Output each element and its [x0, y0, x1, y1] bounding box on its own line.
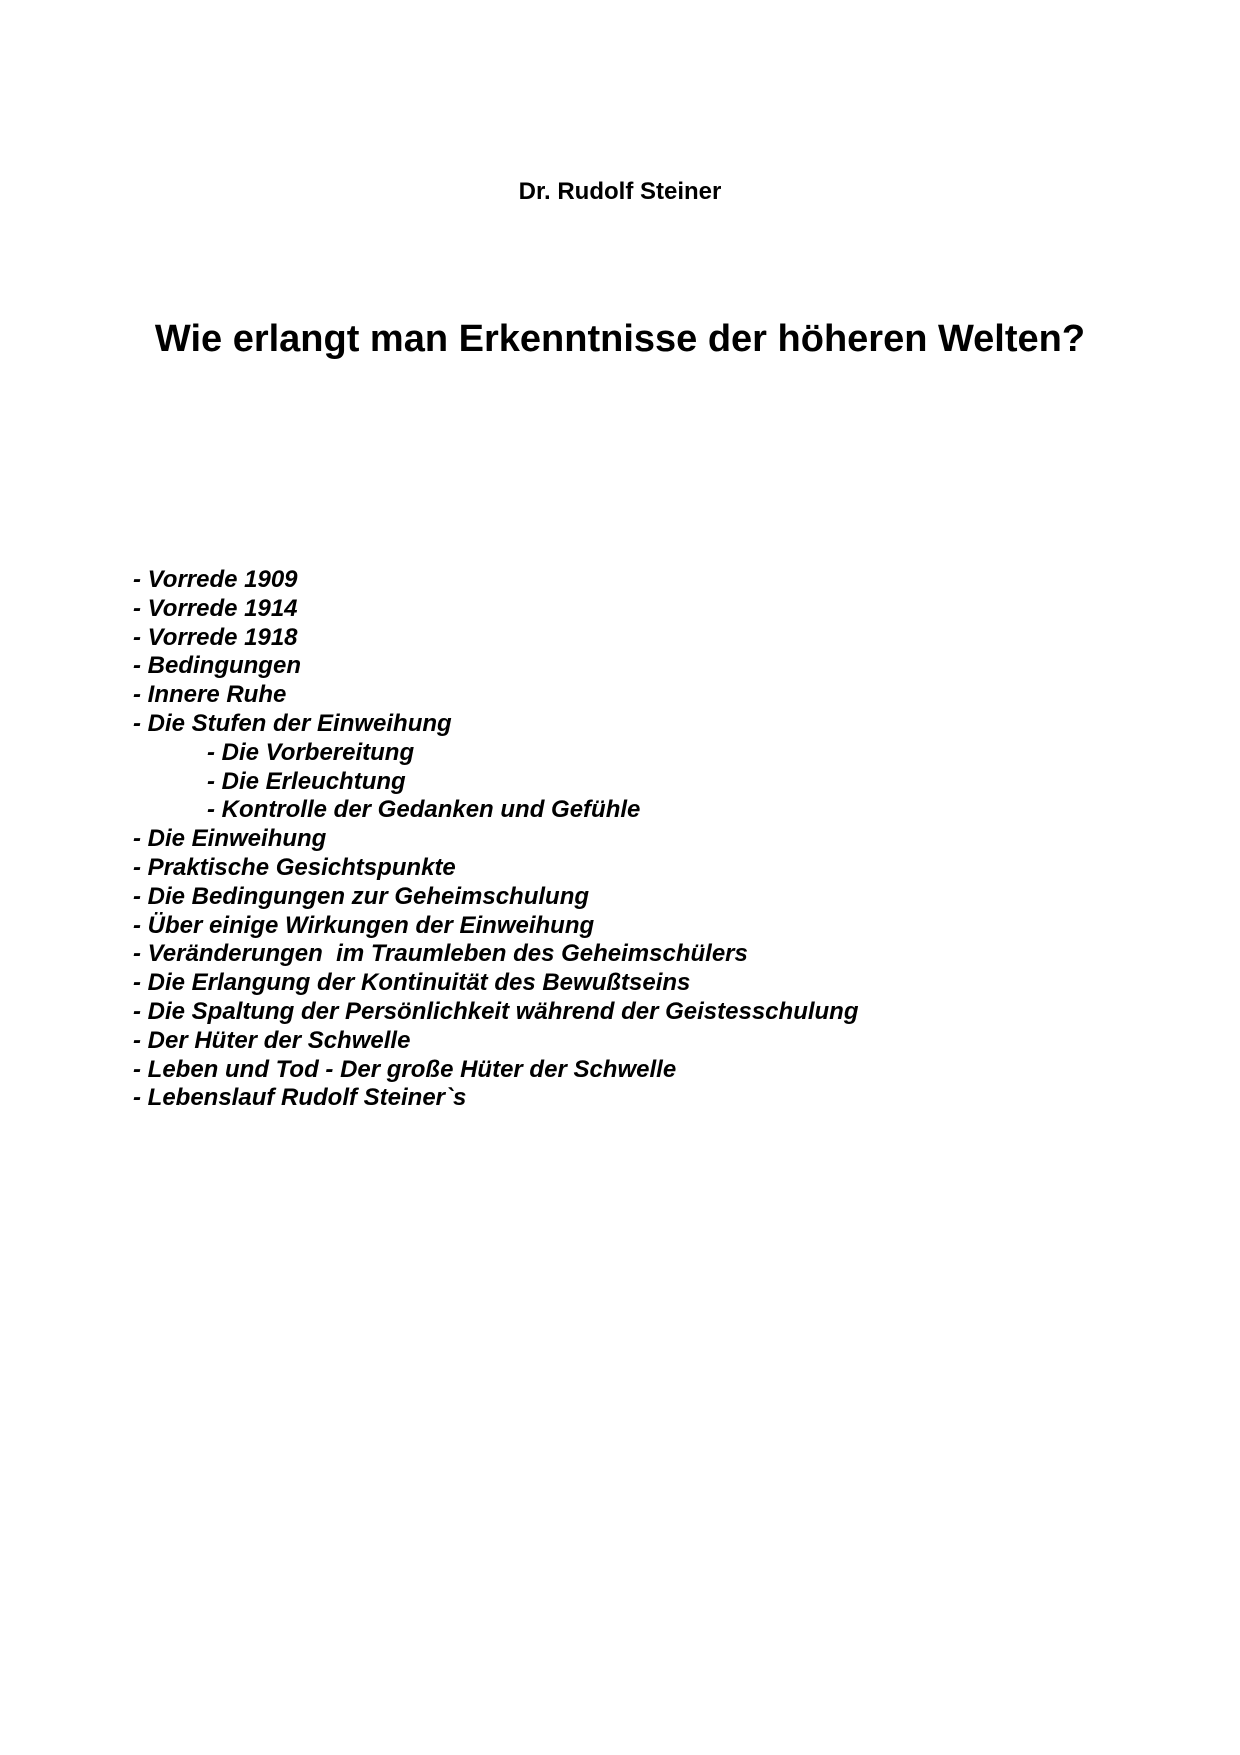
toc-item: - Über einige Wirkungen der Einweihung — [133, 911, 595, 939]
toc-item: - Der Hüter der Schwelle — [133, 1026, 411, 1054]
toc-subitem: - Die Erleuchtung — [207, 767, 406, 795]
toc-item: - Die Einweihung — [133, 825, 327, 853]
toc-item: - Praktische Gesichtspunkte — [133, 853, 456, 881]
toc-item: - Vorrede 1918 — [133, 623, 298, 651]
toc-item: - Die Stufen der Einweihung — [133, 709, 452, 737]
toc-item: - Leben und Tod - Der große Hüter der Schwelle — [133, 1055, 677, 1083]
toc-item: - Innere Ruhe — [133, 681, 287, 709]
toc-item: - Die Erlangung der Kontinuität des Bewußtseins — [133, 969, 691, 997]
table-of-contents — [133, 566, 859, 1113]
toc-item: - Lebenslauf Rudolf Steiner`s — [133, 1084, 467, 1112]
toc-item: - Die Bedingungen zur Geheimschulung — [133, 882, 590, 910]
author-name: Dr. Rudolf Steiner — [518, 178, 722, 205]
toc-item: - Vorrede 1909 — [133, 566, 298, 593]
toc-subitem: - Die Vorbereitung — [207, 738, 415, 766]
toc-subitem: - Kontrolle der Gedanken und Gefühle — [207, 796, 641, 824]
book-title: Wie erlangt man Erkenntnisse der höheren Welten? — [154, 318, 1086, 360]
toc-item: - Vorrede 1914 — [133, 594, 298, 622]
toc-item: - Bedingungen — [133, 652, 301, 680]
toc-item: - Die Spaltung der Persönlichkeit während der Geistesschulung — [133, 997, 859, 1025]
toc-item: - Veränderungen im Traumleben des Geheimschülers — [133, 940, 748, 968]
